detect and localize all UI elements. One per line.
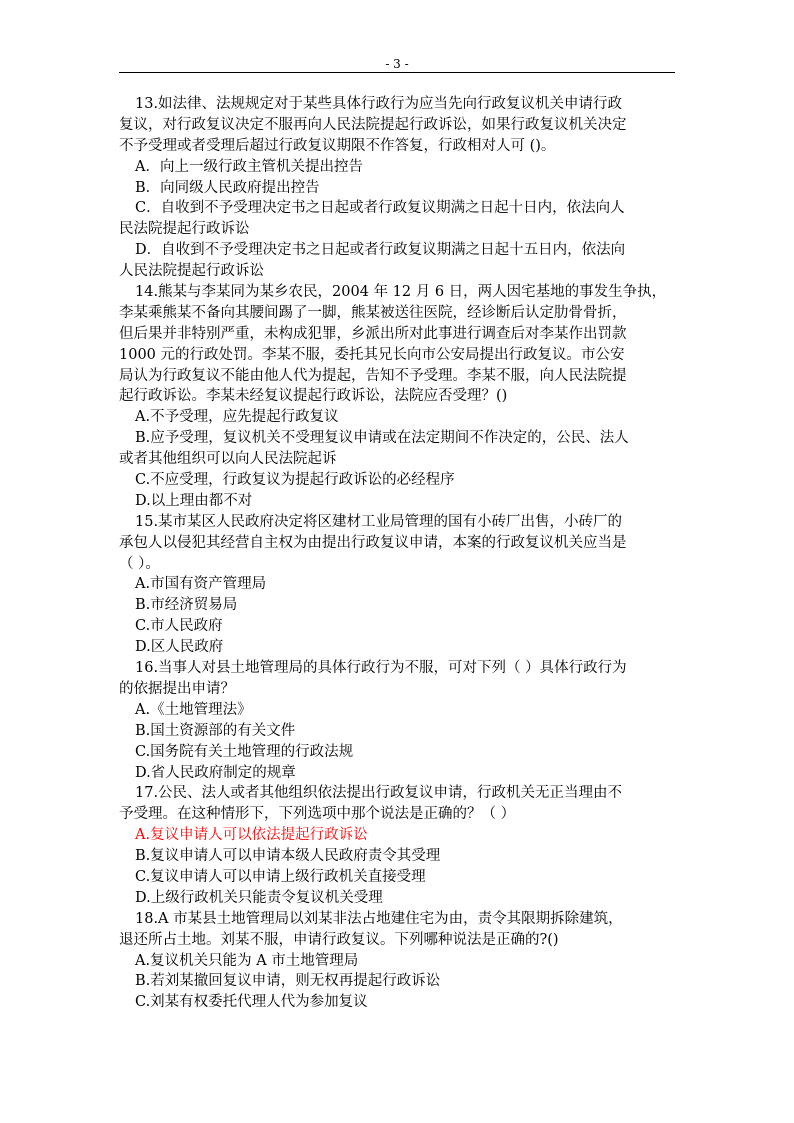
text-line: B.复议申请人可以申请本级人民政府责令其受理 <box>135 848 441 865</box>
text-line: 1000 元的行政处罚。李某不服，委托其兄长向市公安局提出行政复议。市公安 <box>119 346 625 363</box>
text-line: A.《土地管理法》 <box>135 701 252 718</box>
text-line: A.市国有资产管理局 <box>135 576 267 593</box>
text-line: 人民法院提起行政诉讼 <box>119 263 264 280</box>
text-line: B.国土资源部的有关文件 <box>135 722 296 739</box>
text-line: （ ）。 <box>119 555 160 572</box>
text-line: A.复议机关只能为 A 市土地管理局 <box>135 952 359 969</box>
text-line: 但后果并非特别严重，未构成犯罪，乡派出所对此事进行调查后对李某作出罚款 <box>119 325 627 342</box>
text-line: D.区人民政府 <box>135 639 224 656</box>
text-line: 李某乘熊某不备向其腰间踢了一脚，熊某被送往医院，经诊断后认定肋骨骨折， <box>119 304 627 321</box>
text-line: 复议，对行政复议决定不服再向人民法院提起行政诉讼，如果行政复议机关决定 <box>119 116 627 133</box>
text-line: C.复议申请人可以申请上级行政机关直接受理 <box>135 868 426 885</box>
text-line: D.以上理由都不对 <box>135 492 253 509</box>
text-line: 16.当事人对县土地管理局的具体行政行为不服，可对下列（ ）具体行政行为 <box>135 660 627 677</box>
text-line: C.国务院有关土地管理的行政法规 <box>135 743 354 760</box>
text-line: 17.公民、法人或者其他组织依法提出行政复议申请，行政机关无正当理由不 <box>135 785 623 802</box>
text-line: 起行政诉讼。李某未经复议提起行政诉讼，法院应否受理？() <box>119 388 508 405</box>
text-line: 或者其他组织可以向人民法院起诉 <box>119 451 337 468</box>
text-line: C.刘某有权委托代理人代为参加复议 <box>135 994 368 1011</box>
highlighted-answer-line: A.复议申请人可以依法提起行政诉讼 <box>135 827 368 844</box>
text-line: D．自收到不予受理决定书之日起或者行政复议期满之日起十五日内，依法向 <box>135 242 626 259</box>
text-line: 的依据提出申请？ <box>119 680 235 697</box>
text-line: C.不应受理，行政复议为提起行政诉讼的必经程序 <box>135 472 455 489</box>
text-line: C.市人民政府 <box>135 618 223 635</box>
text-line: 14.熊某与李某同为某乡农民，2004 年 12 月 6 日，两人因宅基地的事发生争执， <box>135 284 667 301</box>
text-line: C．自收到不予受理决定书之日起或者行政复议期满之日起十日内，依法向人 <box>135 200 625 217</box>
text-line: 不予受理或者受理后超过行政复议期限不作答复，行政相对人可 ()。 <box>119 137 556 154</box>
text-line: D.上级行政机关只能责令复议机关受理 <box>135 889 383 906</box>
text-line: B.若刘某撤回复议申请，则无权再提起行政诉讼 <box>135 973 441 990</box>
text-line: 15.某市某区人民政府决定将区建材工业局管理的国有小砖厂出售，小砖厂的 <box>135 513 623 530</box>
text-line: 民法院提起行政诉讼 <box>119 221 250 238</box>
text-line: B．向同级人民政府提出控告 <box>135 179 320 196</box>
text-line: 13.如法律、法规规定对于某些具体行政行为应当先向行政复议机关申请行政 <box>135 96 623 112</box>
text-line: 18.A 市某县土地管理局以刘某非法占地建住宅为由，责令其限期拆除建筑， <box>135 910 623 927</box>
text-line: 承包人以侵犯其经营自主权为由提出行政复议申请，本案的行政复议机关应当是 <box>119 534 627 551</box>
text-line: D.省人民政府制定的规章 <box>135 764 296 781</box>
page-number: - 3 - <box>385 57 409 71</box>
header-rule <box>119 72 675 73</box>
text-line: A．向上一级行政主管机关提出控告 <box>135 158 363 175</box>
text-line: B.市经济贸易局 <box>135 597 238 614</box>
document-body <box>119 94 677 1013</box>
text-line: 局认为行政复议不能由他人代为提起，告知不予受理。李某不服，向人民法院提 <box>119 367 627 384</box>
text-line: 退还所占土地。刘某不服，申请行政复议。下列哪种说法是正确的?() <box>119 931 559 948</box>
text-line: A.不予受理，应先提起行政复议 <box>135 409 339 426</box>
text-line: B.应予受理，复议机关不受理复议申请或在法定期间不作决定的，公民、法人 <box>135 430 629 447</box>
text-line: 予受理。在这种情形下，下列选项中那个说法是正确的？（ ） <box>119 806 516 823</box>
